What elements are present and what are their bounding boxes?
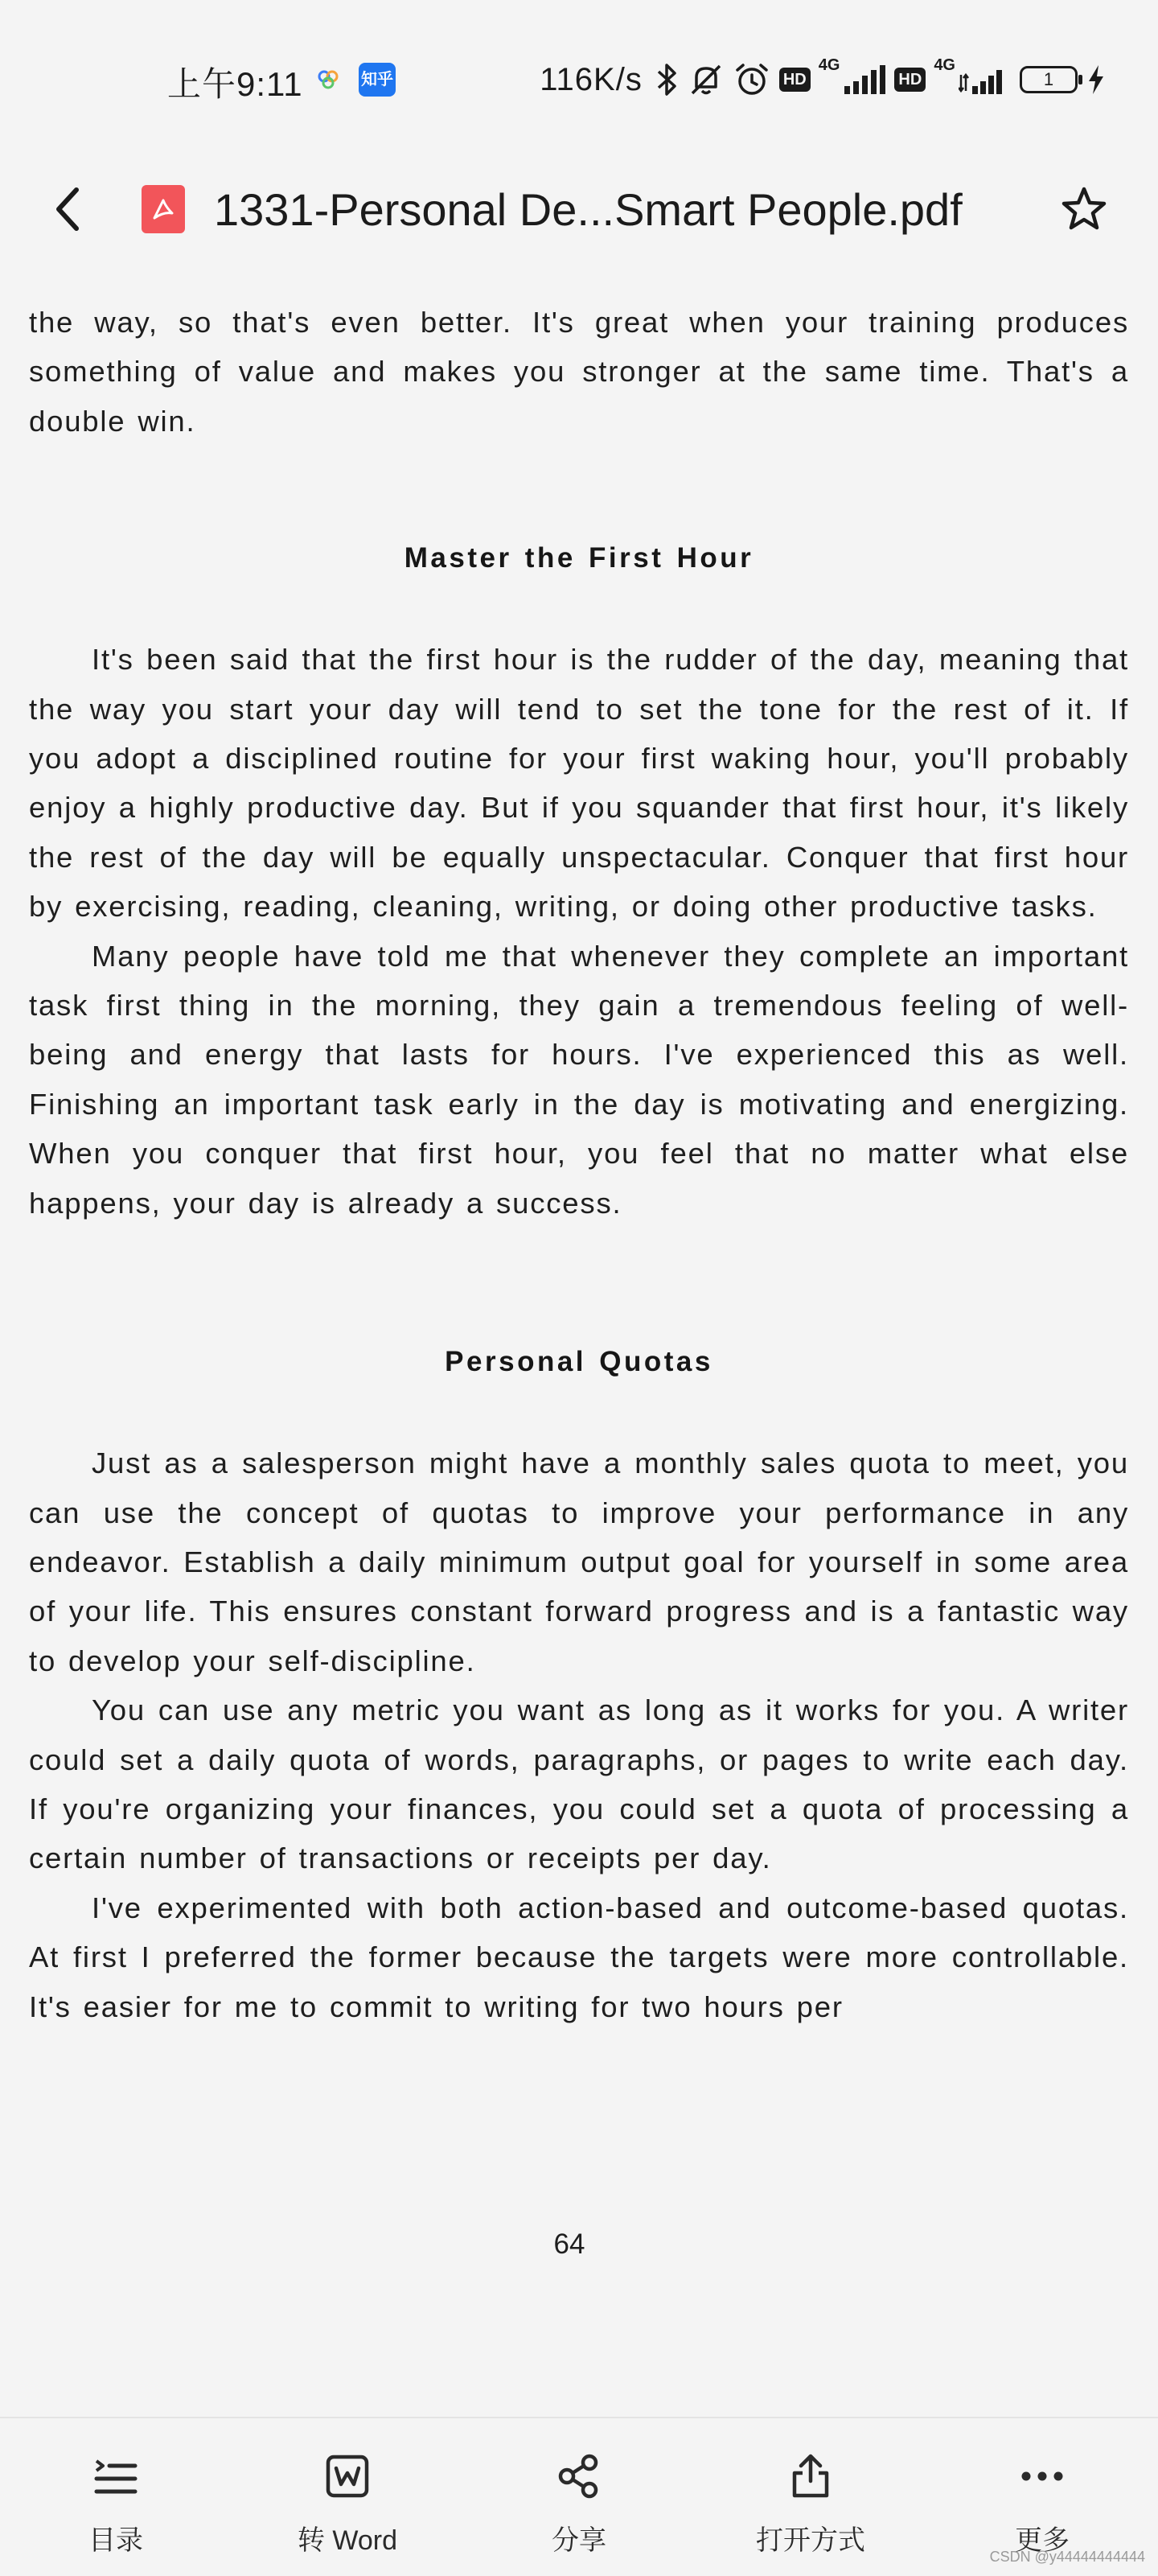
bluetooth-icon [655,62,680,97]
share-icon [553,2450,605,2502]
share-button[interactable] [499,2450,659,2563]
back-button[interactable] [45,179,90,240]
bottom-toolbar [0,2417,1158,2576]
page-number: 64 [553,2228,585,2260]
charging-icon [1086,64,1107,96]
document-title: 1331-Personal De...Smart People.pdf [214,184,963,235]
favorite-button[interactable] [1055,180,1113,238]
section-paragraph: Just as a salesperson might have a monthly sales quota to meet, you can use the concept of quotas to improve your performance in any endeavor. Establish a daily minimum output goal for yourself in some area of your life. This ensures constant forward progress and is a fantastic way to develop your self-discipline. [29,1446,1129,1677]
section-heading: Master the First Hour [404,542,754,574]
more-button[interactable] [962,2450,1123,2563]
mute-bell-icon [688,61,725,98]
signal-strength-icon [959,64,1007,96]
status-bar [0,0,1158,153]
hd-badge: HD [779,68,811,92]
watermark: CSDN @y44444444444 [989,2549,1145,2565]
zhihu-app-icon: 知乎 [359,63,396,97]
toolbar-label: 分享 [552,2525,606,2556]
section-paragraph: I've experimented with both action-based and outcome-based quotas. At first I preferred the former because the targets were more controllable. It's easier for me to commit to writing for two hours per [29,1891,1129,2023]
app-header [0,153,1158,265]
open-with-button[interactable] [730,2450,891,2563]
battery-indicator: 1 [1020,66,1078,93]
toolbar-label: 打开方式 [756,2525,865,2556]
section-heading: Personal Quotas [445,1346,713,1378]
word-convert-icon [322,2450,373,2502]
status-indicators [540,53,1107,106]
convert-word-button[interactable] [267,2450,428,2563]
section-paragraph: You can use any metric you want as long as it works for you. A writer could set a daily quota of words, paragraphs, or pages to write each day. If you're organizing your finances, you could set a quota of processing a certain number of transactions or receipts per day. [29,1693,1129,1875]
net-speed: 116K/s [540,61,643,97]
section-paragraph: Many people have told me that whenever they complete an important task first thing in the morning, they gain a tremendous feeling of well-being and energy that lasts for hours. I've experienced this as well. Finishing an important task early in the day is motivating and energizing. When you conquer that first hour, you feel that no matter what else happens, your day is already a success. [29,939,1129,1220]
signal-strength-icon [843,64,886,96]
network-type: 4G [934,56,955,74]
network-type: 4G [818,56,840,74]
toolbar-label: 更多 [1015,2525,1070,2556]
toolbar-label: 目录 [88,2525,143,2556]
chevron-left-icon [54,187,81,232]
more-icon [1016,2450,1068,2502]
section-paragraph: It's been said that the first hour is the rudder of the day, meaning that the way you start your day will tend to set the tone for the rest of it. If you adopt a disciplined routine for your first waking hour, you'll probably enjoy a highly productive day. But if you squander that first hour, it's likely the rest of the day will be equally unspectacular. Conquer that first hour by exercising, reading, cleaning, writing, or doing other productive tasks. [29,643,1129,924]
intro-paragraph: the way, so that's even better. It's great when your training produces something of value and makes you stronger at the same time. That's a double win. [29,306,1129,438]
pdf-page-content[interactable] [29,298,1129,2031]
star-icon [1060,185,1108,233]
hd-badge: HD [894,68,926,92]
toolbar-label: 转 Word [297,2525,398,2556]
cloud-app-icon [315,66,341,92]
alarm-icon [733,60,771,99]
toc-button[interactable] [35,2450,196,2563]
pdf-file-icon [142,185,185,233]
open-with-icon [785,2450,836,2502]
status-time: 上午9:11 [167,65,303,103]
list-icon [90,2450,142,2502]
